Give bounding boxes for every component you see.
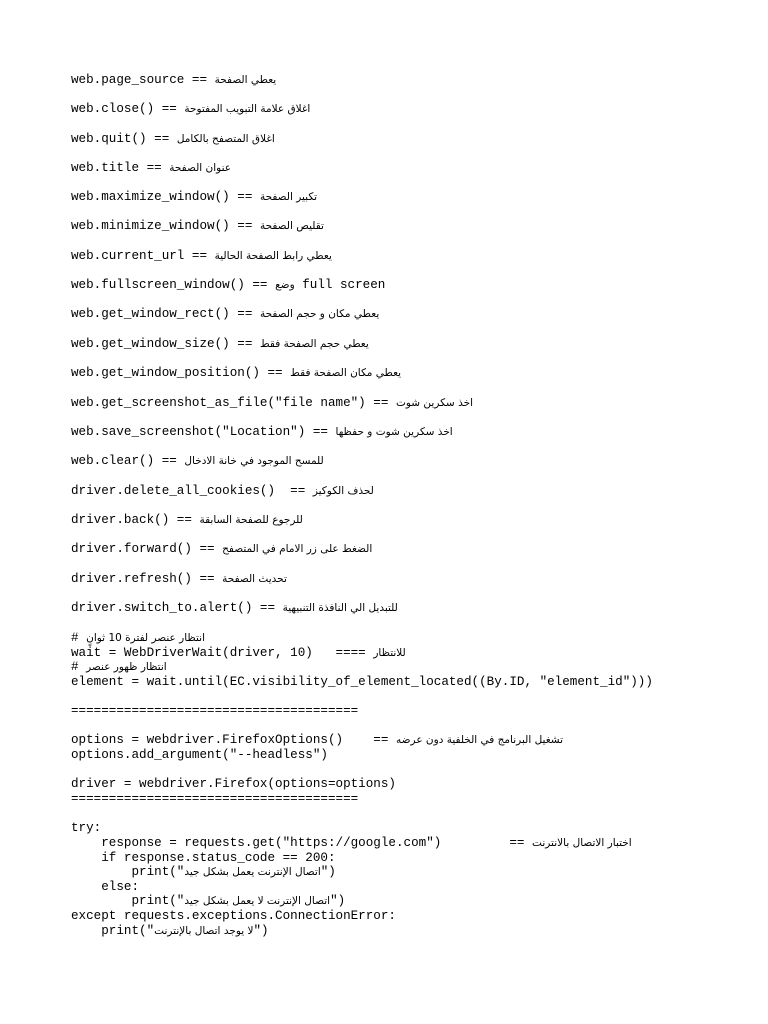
arabic-comment: اتصال الإنترنت يعمل بشكل جيد <box>184 866 321 878</box>
code-line: web.maximize_window() == تكبير الصفحة <box>71 190 318 204</box>
arabic-comment: تشغيل البرنامج في الخلفية دون عرضه <box>395 734 564 746</box>
code-line: web.save_screenshot("Location") == اخذ سكرين شوت و حفظها <box>71 425 453 439</box>
arabic-comment: انتظار عنصر لفترة 10 ثوانٍ <box>86 632 206 644</box>
arabic-comment: للرجوع للصفحة السابقة <box>199 514 303 526</box>
arabic-comment: يعطي حجم الصفحة فقط <box>259 338 369 350</box>
code-line: web.current_url == يعطي رابط الصفحة الحالية <box>71 249 332 263</box>
arabic-comment: للتبديل الي النافذة التنبيهية <box>282 602 398 614</box>
code-line: # انتظار ظهور عنصر <box>71 660 167 674</box>
arabic-comment: انتظار ظهور عنصر <box>86 661 167 673</box>
code-line: web.fullscreen_window() == وضع full screen <box>71 278 386 292</box>
code-line: options = webdriver.FirefoxOptions() == تشغيل البرنامج في الخلفية دون عرضه <box>71 733 564 747</box>
arabic-comment: يعطي مكان و حجم الصفحة <box>259 308 380 320</box>
arabic-comment: تقليص الصفحة <box>259 220 324 232</box>
code-line: # انتظار عنصر لفترة 10 ثوانٍ <box>71 631 206 645</box>
arabic-comment: لا يوجد اتصال بالإنترنت <box>154 925 254 937</box>
arabic-comment: تحديث الصفحة <box>222 573 287 585</box>
code-line: element = wait.until(EC.visibility_of_element_located((By.ID, "element_id"))) <box>71 675 653 689</box>
arabic-comment: اتصال الإنترنت لا يعمل بشكل جيد <box>184 895 331 907</box>
code-line: else: <box>71 880 140 894</box>
code-line: web.page_source == يعطي الصفحة <box>71 73 277 87</box>
code-line: web.quit() == اغلاق المتصفح بالكامل <box>71 132 275 146</box>
code-line: web.minimize_window() == تقليص الصفحة <box>71 219 324 233</box>
arabic-comment: اختبار الاتصال بالانترنت <box>532 837 632 849</box>
code-line: driver.forward() == الضغط على زر الامام في المتصفح <box>71 542 373 556</box>
code-line: driver.switch_to.alert() == للتبديل الي النافذة التنبيهية <box>71 601 398 615</box>
arabic-comment: للانتظار <box>373 647 406 659</box>
arabic-comment: يعطي الصفحة <box>214 74 277 86</box>
code-line: print("اتصال الإنترنت يعمل بشكل جيد") <box>71 865 336 879</box>
arabic-comment: عنوان الصفحة <box>169 162 232 174</box>
code-line: print("اتصال الإنترنت لا يعمل بشكل جيد") <box>71 894 346 908</box>
code-line: driver.back() == للرجوع للصفحة السابقة <box>71 513 303 527</box>
arabic-comment: يعطي رابط الصفحة الحالية <box>214 250 332 262</box>
code-line: response = requests.get("https://google.com") == اختبار الاتصال بالانترنت <box>71 836 632 850</box>
code-line: wait = WebDriverWait(driver, 10) ==== للانتظار <box>71 646 406 660</box>
code-line: print("لا يوجد اتصال بالإنترنت") <box>71 924 269 938</box>
code-line: driver.delete_all_cookies() == لحذف الكوكيز <box>71 484 374 498</box>
code-line: driver = webdriver.Firefox(options=options) <box>71 777 396 791</box>
code-line: web.get_window_rect() == يعطي مكان و حجم الصفحة <box>71 307 380 321</box>
code-line: web.clear() == للمسح الموجود في خانة الادخال <box>71 454 324 468</box>
separator-line: ====================================== <box>71 792 359 806</box>
arabic-comment: تكبير الصفحة <box>259 191 318 203</box>
code-line: web.get_window_position() == يعطي مكان الصفحة فقط <box>71 366 402 380</box>
arabic-comment: وضع <box>275 279 295 291</box>
code-line: if response.status_code == 200: <box>71 851 336 865</box>
arabic-comment: اغلاق المتصفح بالكامل <box>176 133 275 145</box>
code-line: driver.refresh() == تحديث الصفحة <box>71 572 287 586</box>
arabic-comment: يعطي مكان الصفحة فقط <box>290 367 402 379</box>
code-line: web.close() == اغلاق علامة التبويب المفتوحة <box>71 102 311 116</box>
code-line: except requests.exceptions.ConnectionError: <box>71 909 396 923</box>
arabic-comment: اخذ سكرين شوت <box>395 397 473 409</box>
code-line: web.get_screenshot_as_file("file name") == اخذ سكرين شوت <box>71 396 473 410</box>
arabic-comment: للمسح الموجود في خانة الادخال <box>184 455 324 467</box>
separator-line: ====================================== <box>71 704 359 718</box>
arabic-comment: اخذ سكرين شوت و حفظها <box>335 426 453 438</box>
code-line: try: <box>71 821 102 835</box>
arabic-comment: اغلاق علامة التبويب المفتوحة <box>184 103 311 115</box>
code-line: web.title == عنوان الصفحة <box>71 161 232 175</box>
arabic-comment: الضغط على زر الامام في المتصفح <box>222 543 373 555</box>
code-line: web.get_window_size() == يعطي حجم الصفحة فقط <box>71 337 369 351</box>
code-line: options.add_argument("--headless") <box>71 748 328 762</box>
arabic-comment: لحذف الكوكيز <box>312 485 374 497</box>
